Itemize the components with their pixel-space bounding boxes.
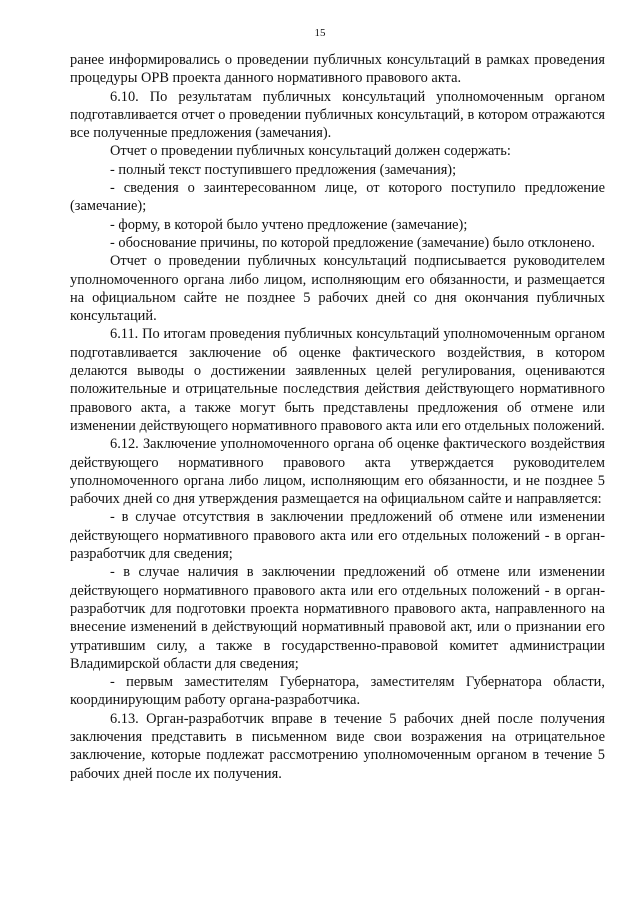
list-item-rejection-reason: - обоснование причины, по которой предложение (замечание) было отклонено. — [110, 234, 595, 251]
paragraph-6-13: 6.13. Орган-разработчик вправе в течение 5 рабочих дней после получения заключения представить в письменном виде свои возражения на отрицательное заключение, которые подлежат рассмотрению уполномоченным органом в течение 5 рабочих дней после их получения. — [70, 710, 605, 782]
list-item-full-text: - полный текст поступившего предложения (замечания); — [110, 161, 457, 178]
paragraph-report-contents: Отчет о проведении публичных консультаций должен содержать: — [110, 143, 511, 160]
list-item-deputies: - первым заместителям Губернатора, заместителям Губернатора области, координирующим работу органа-разработчика. — [70, 674, 605, 709]
page-number: 15 — [314, 27, 326, 39]
paragraph-6-12: 6.12. Заключение уполномоченного органа об оценке фактического воздействия действующего нормативного правового акта утверждается руководителем уполномоченного органа либо лицом, исполняющим его обязанности, и не позднее 5 рабочих дней со дня утверждения размещается на официальном сайте и направляется: — [70, 436, 605, 508]
list-item-no-proposals: - в случае отсутствия в заключении предложений об отмене или изменении действующего нормативного правового акта или его отдельных положений - в орган-разработчик для сведения; — [70, 509, 605, 563]
paragraph-continuation: ранее информировались о проведении публичных консультаций в рамках проведения процедуры ОРВ проекта данного нормативного правового акта. — [70, 52, 605, 87]
list-item-interested-person: - сведения о заинтересованном лице, от которого поступило предложение (замечание); — [70, 180, 605, 215]
paragraph-6-10: 6.10. По результатам публичных консультаций уполномоченным органом подготавливается отчет о проведении публичных консультаций, в котором отражаются все полученные предложения (замечания). — [70, 88, 605, 142]
list-item-form: - форму, в которой было учтено предложение (замечание); — [110, 216, 468, 233]
list-item-with-proposals: - в случае наличия в заключении предложений об отмене или изменении действующего нормативного правового акта или его отдельных положений - в орган-разработчик для подготовки проекта нормативного правового акта, направленного на внесение изменений в действующий нормативный правовой акт, или о признании его утратившим силу, а также в государственно-правовой комитет администрации Владимирской области для сведения; — [70, 564, 605, 672]
paragraph-report-signing: Отчет о проведении публичных консультаций подписывается руководителем уполномоченного органа либо лицом, исполняющим его обязанности, и размещается на официальном сайте не позднее 5 рабочих дней со дня окончания публичных консультаций. — [70, 253, 605, 325]
paragraph-6-11: 6.11. По итогам проведения публичных консультаций уполномоченным органом подготавливается заключение об оценке фактического воздействия, в котором делаются выводы о достижении заявленных целей регулирования, оцениваются положительные и отрицательные последствия действия действующего нормативного правового акта, а также могут быть представлены предложения об отмене или изменении действующего нормативного правового акта или его отдельных положений. — [70, 326, 605, 434]
document-body — [70, 51, 605, 783]
